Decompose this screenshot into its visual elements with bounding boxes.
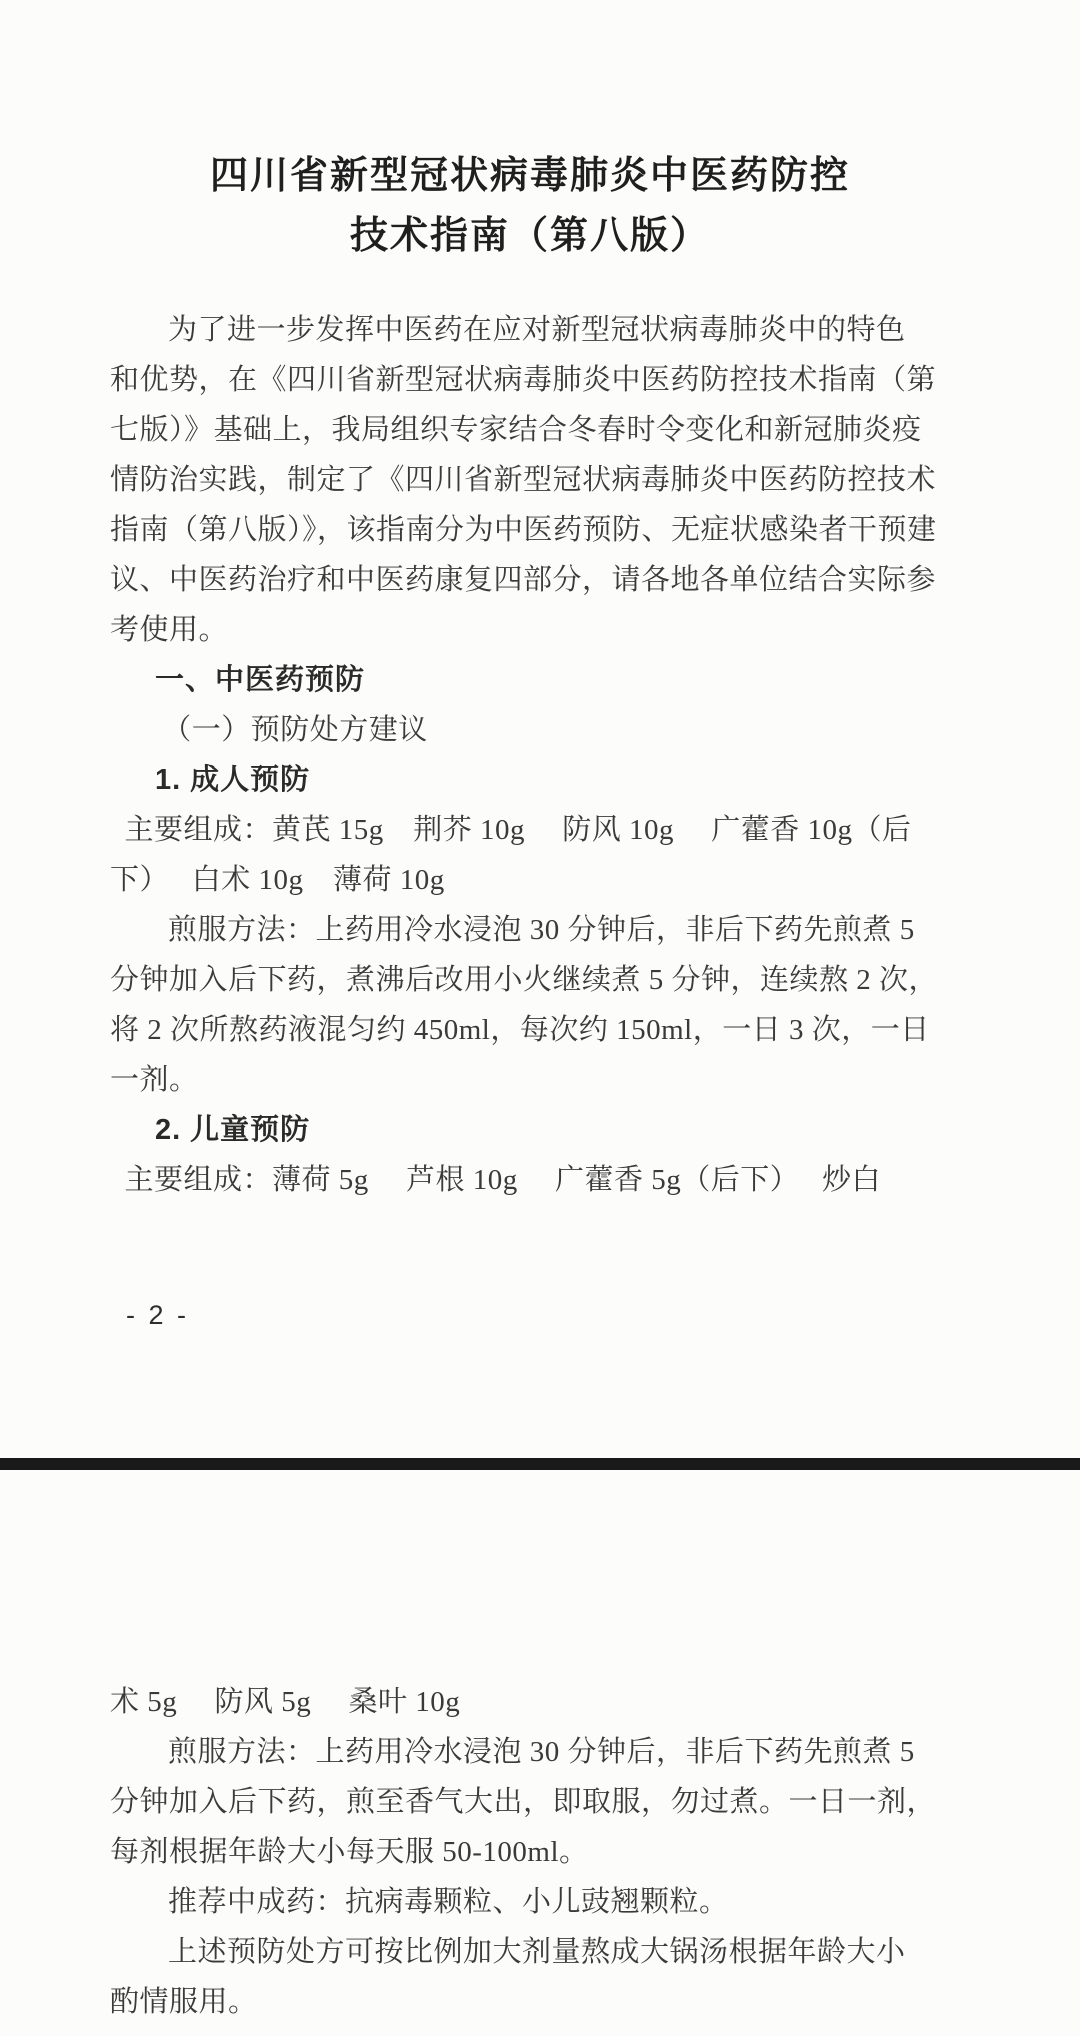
intro-line: 议、中医药治疗和中医药康复四部分，请各地各单位结合实际参 [110, 564, 937, 596]
child-method-line: 每剂根据年龄大小每天服 50-100ml。 [110, 1836, 589, 1868]
document-title [110, 146, 950, 266]
page1-body [110, 305, 938, 1205]
intro-line: 考使用。 [110, 614, 229, 646]
intro-line: 为了进一步发挥中医药在应对新型冠状病毒肺炎中的特色 [168, 314, 906, 346]
recommended-medicine-line: 推荐中成药：抗病毒颗粒、小儿豉翘颗粒。 [168, 1886, 729, 1918]
document-page-3 [0, 1470, 1080, 2036]
intro-line: 七版）》基础上，我局组织专家结合冬春时令变化和新冠肺炎疫 [110, 414, 922, 446]
child-method-line: 分钟加入后下药，煎至香气大出，即取服，勿过煮。一日一剂， [110, 1786, 937, 1818]
page2-body [110, 1677, 938, 2027]
page-divider-bar [0, 1458, 1080, 1470]
adult-composition-line: 主要组成：黄芪 15g 荆芥 10g 防风 10g 广藿香 10g（后 [124, 814, 912, 846]
page-number: - 2 - [126, 1300, 190, 1330]
adult-method-line: 分钟加入后下药，煮沸后改用小火继续煮 5 分钟，连续熬 2 次， [110, 964, 939, 996]
adult-method-line: 一剂。 [110, 1064, 199, 1096]
adult-composition-line: 下） 白术 10g 薄荷 10g [110, 864, 445, 896]
adult-method-line: 将 2 次所熬药液混匀约 450ml，每次约 150ml，一日 3 次，一日 [110, 1014, 930, 1046]
note-line: 上述预防处方可按比例加大剂量熬成大锅汤根据年龄大小 [168, 1936, 906, 1968]
section-heading-tcm-prevention: 一、中医药预防 [154, 664, 365, 696]
document-title-line1: 四川省新型冠状病毒肺炎中医药防控 [209, 155, 850, 197]
intro-line: 指南（第八版）》，该指南分为中医药预防、无症状感染者干预建 [110, 514, 937, 546]
child-method-line: 煎服方法：上药用冷水浸泡 30 分钟后，非后下药先煎煮 5 [168, 1736, 915, 1768]
child-composition-line: 主要组成：薄荷 5g 芦根 10g 广藿香 5g（后下） 炒白 [124, 1164, 882, 1196]
intro-line: 情防治实践，制定了《四川省新型冠状病毒肺炎中医药防控技术 [110, 464, 937, 496]
document-title-line2: 技术指南（第八版） [349, 215, 710, 257]
intro-line: 和优势，在《四川省新型冠状病毒肺炎中医药防控技术指南（第 [110, 364, 937, 396]
child-composition-continuation-line: 术 5g 防风 5g 桑叶 10g [110, 1686, 461, 1718]
heading-adult-prevention: 1. 成人预防 [154, 764, 311, 796]
subsection-heading-prescription-advice: （一）预防处方建议 [162, 714, 428, 746]
heading-child-prevention: 2. 儿童预防 [154, 1114, 311, 1146]
note-line: 酌情服用。 [110, 1986, 258, 2018]
adult-method-line: 煎服方法：上药用冷水浸泡 30 分钟后，非后下药先煎煮 5 [168, 914, 915, 946]
